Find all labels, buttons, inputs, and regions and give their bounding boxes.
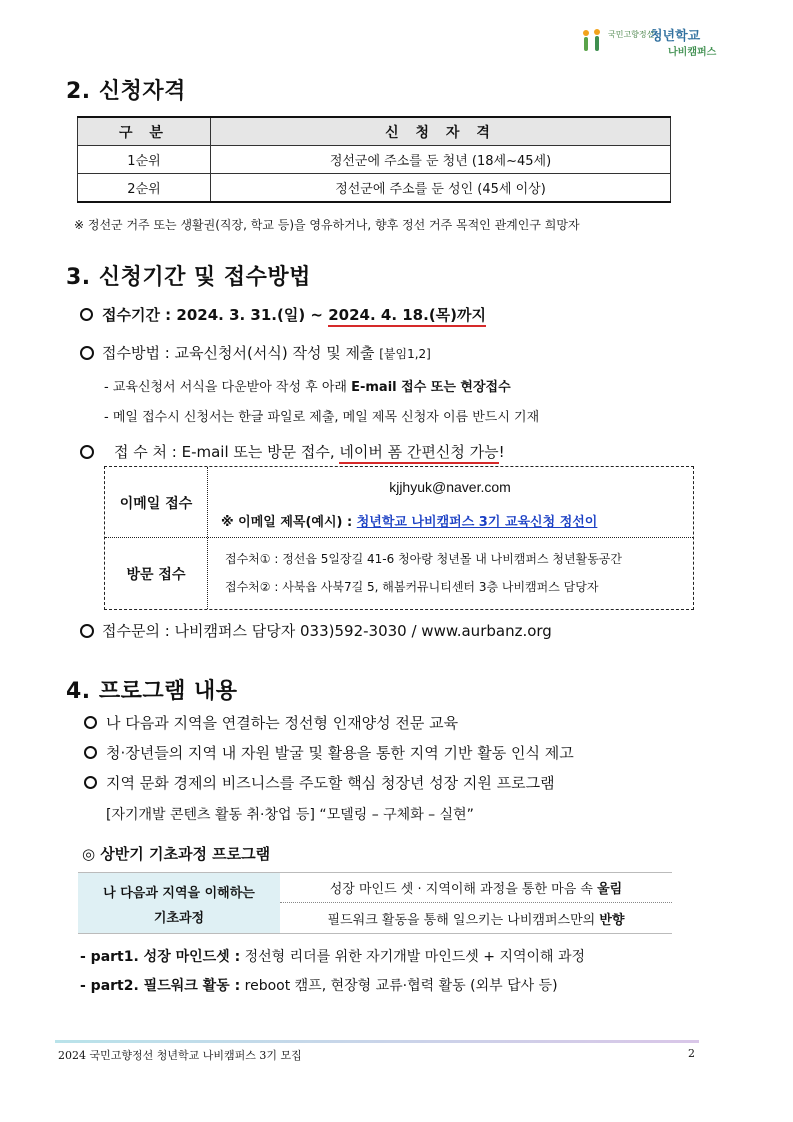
program-left-line2: 기초과정 xyxy=(153,911,205,926)
table-cell: 1순위 xyxy=(78,146,211,174)
inquiry-text: 접수문의 : 나비캠퍼스 담당자 033)592-3030 / www.aurbanz.org xyxy=(102,622,552,640)
footer-rule xyxy=(55,1040,699,1043)
bullet-icon xyxy=(84,716,97,729)
logo-campus: 나비캠퍼스 xyxy=(668,47,717,58)
method-sub1 xyxy=(104,376,511,395)
program-table xyxy=(78,872,672,934)
table-row xyxy=(78,146,671,174)
program-subheading: ◎ 상반기 기초과정 프로그램 xyxy=(82,845,271,863)
table-cell: 정선군에 주소를 둔 청년 (18세~45세) xyxy=(211,146,671,174)
program-item-text: 나 다음과 지역을 연결하는 정선형 인재양성 전문 교육 xyxy=(106,714,459,732)
logo-small-text: 국민고향정선 xyxy=(608,30,655,39)
part1-text: 정선형 리더를 위한 자기개발 마인드셋 + 지역이해 과정 xyxy=(240,949,586,965)
bullet-icon xyxy=(84,746,97,759)
program-item-cont: [자기개발 콘텐츠 활동 취·창업 등] “모델링 – 구체화 – 실현” xyxy=(106,807,474,823)
place-underlined: 네이버 폼 간편신청 가능 xyxy=(339,443,498,464)
program-item-text: 지역 문화 경제의 비즈니스를 주도할 핵심 청장년 성장 지원 프로그램 xyxy=(106,774,555,792)
program-left-line1: 나 다음과 지역을 이해하는 xyxy=(103,886,255,901)
part1-line xyxy=(80,946,585,966)
part2-label: - part2. 필드워크 활동 : xyxy=(80,978,241,994)
place-prefix: 접 수 처 : E-mail 또는 방문 접수, xyxy=(114,443,340,461)
part1-label: - part1. 성장 마인드셋 : xyxy=(80,949,241,965)
divider xyxy=(105,537,693,538)
email-address[interactable]: kjjhyuk@naver.com xyxy=(389,479,511,495)
period-line xyxy=(80,304,486,325)
qualification-note: ※ 정선군 거주 또는 생활권(직장, 학교 등)을 영유하거나, 향후 정선 거주 목적인 관계인구 희망자 xyxy=(74,218,580,232)
table-row xyxy=(78,174,671,203)
page-number: 2 xyxy=(688,1047,695,1060)
bullet-icon xyxy=(80,445,94,459)
bullet-icon xyxy=(80,308,93,321)
section3-title: 3. 신청기간 및 접수방법 xyxy=(66,265,311,290)
footer-text: 2024 국민고향정선 청년학교 나비캠퍼스 3기 모집 xyxy=(58,1049,302,1062)
table-cell: 정선군에 주소를 둔 성인 (45세 이상) xyxy=(211,174,671,203)
method-sub1-bold: E-mail 접수 또는 현장접수 xyxy=(351,380,511,395)
program-item xyxy=(84,742,574,763)
logo xyxy=(580,24,730,60)
place-suffix: ! xyxy=(498,443,505,461)
logo-name: 청년학교 xyxy=(650,29,701,44)
part2-line xyxy=(80,975,558,995)
logo-mark-icon xyxy=(580,28,604,54)
table-header: 구 분 xyxy=(78,117,211,146)
program-item xyxy=(84,712,458,733)
program-item-text: 청·장년들의 지역 내 자원 발굴 및 활용을 통한 지역 기반 활동 인식 제고 xyxy=(106,744,574,762)
bullet-icon xyxy=(80,346,94,360)
email-subject-example[interactable]: 청년학교 나비캠퍼스 3기 교육신청 정선이 xyxy=(356,515,598,530)
section2-title: 2. 신청자격 xyxy=(66,79,186,104)
program-row2-prefix: 필드워크 활동을 통해 일으키는 나비캠퍼스만의 xyxy=(327,913,600,928)
period-end: 2024. 4. 18.(목)까지 xyxy=(328,306,486,327)
visit-place-2: 접수처② : 사북읍 사북7길 5, 해봄커뮤니티센터 3층 나비캠퍼스 담당자 xyxy=(225,580,599,594)
place-line xyxy=(80,441,505,462)
period-prefix: 접수기간 : 2024. 3. 31.(일) ~ xyxy=(102,306,329,324)
program-item xyxy=(84,772,555,793)
method-label: 접수방법 : 교육신청서(서식) 작성 및 제출 xyxy=(102,344,375,362)
bullet-icon xyxy=(84,776,97,789)
program-table-border xyxy=(78,872,672,934)
bullet-icon xyxy=(80,624,94,638)
visit-place-1: 접수처① : 정선읍 5일장길 41-6 청아랑 청년몰 내 나비캠퍼스 청년활동공간 xyxy=(225,552,622,566)
method-line xyxy=(80,342,431,363)
qualification-table xyxy=(77,116,671,203)
table-header: 신 청 자 격 xyxy=(211,117,671,146)
table-cell: 2순위 xyxy=(78,174,211,203)
method-sub2: - 메일 접수시 신청서는 한글 파일로 제출, 메일 제목 신청자 이름 반드시 기재 xyxy=(104,410,540,425)
email-subject-prefix: ※ 이메일 제목(예시) : xyxy=(221,515,357,530)
part2-text: reboot 캠프, 현장형 교류·협력 활동 (외부 답사 등) xyxy=(240,978,558,994)
method-sub1-text: - 교육신청서 서식을 다운받아 작성 후 아래 xyxy=(104,380,352,395)
section4-title: 4. 프로그램 내용 xyxy=(66,679,238,704)
email-label: 이메일 접수 xyxy=(119,496,193,512)
method-attach: [붙임1,2] xyxy=(379,347,431,361)
contact-box xyxy=(104,466,694,610)
program-row2-bold: 반향 xyxy=(599,913,625,928)
table-header-row xyxy=(78,117,671,146)
program-row1-prefix: 성장 마인드 셋 · 지역이해 과정을 통한 마음 속 xyxy=(329,882,598,897)
email-subject-line xyxy=(221,511,597,530)
program-row1-bold: 울림 xyxy=(597,882,623,897)
visit-label: 방문 접수 xyxy=(126,567,186,583)
inquiry-line xyxy=(80,620,552,641)
